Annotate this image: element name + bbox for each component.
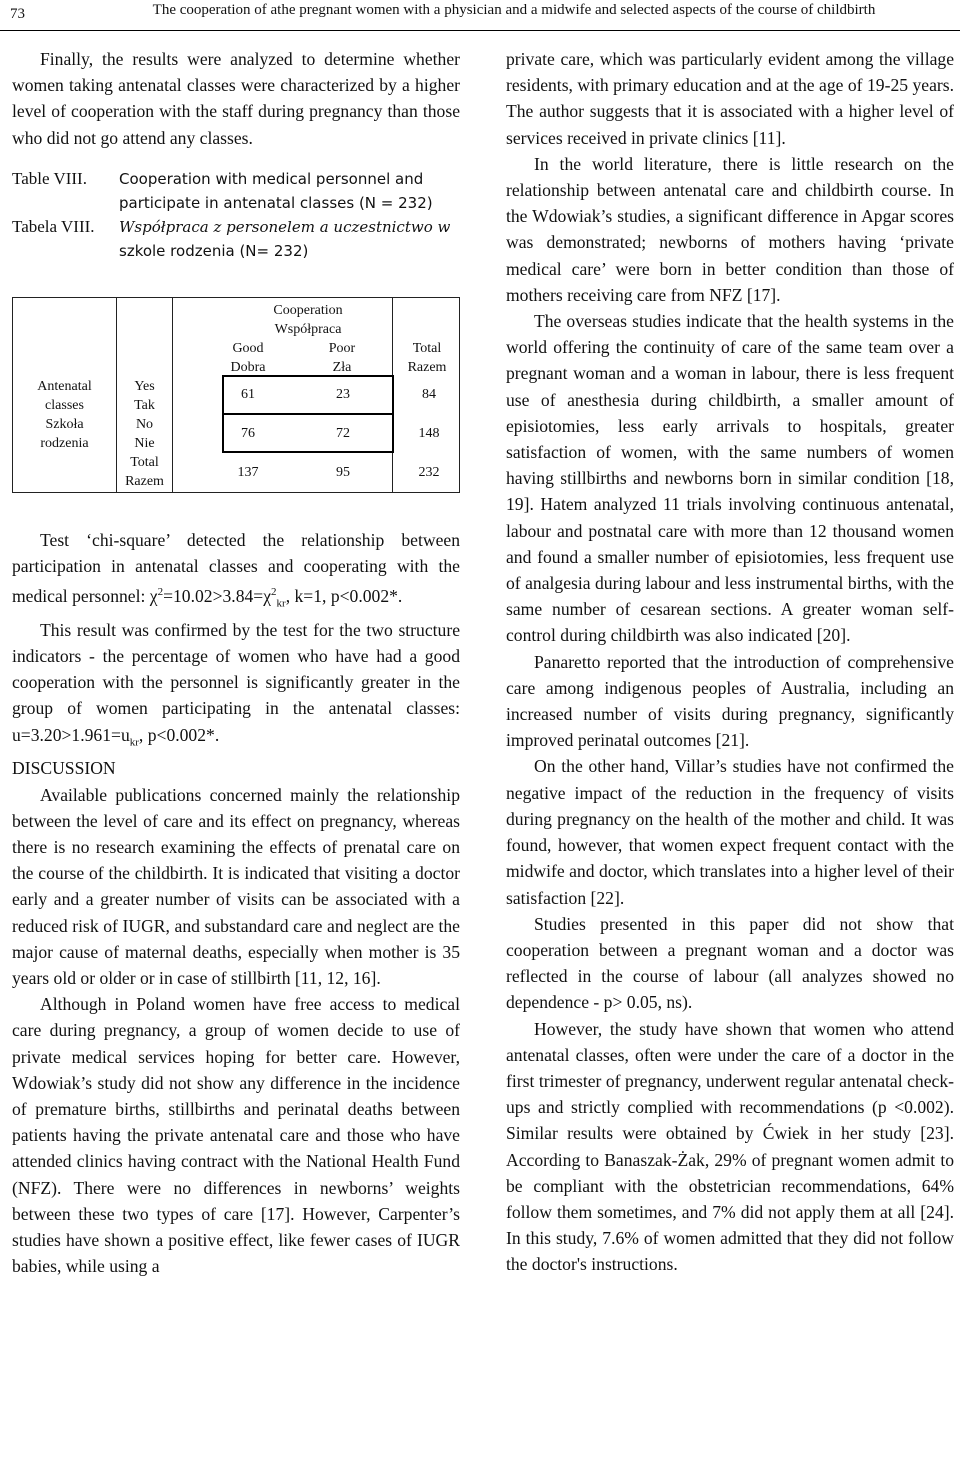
paragraph-u-test: [12, 617, 460, 756]
paragraph: private care, which was particularly evident among the village residents, with primary education and at the age of 19-25 years. The author suggests that it is associated with a higher level of services received in private clinics [11].: [506, 49, 954, 148]
row-header-en-1: Antenatal: [37, 378, 92, 394]
left-column: [12, 46, 460, 1279]
cell-yes-poor: 23: [336, 386, 350, 402]
paragraph: Finally, the results were analyzed to determine whether women taking antenatal classes were characterized by a higher level of cooperation with the staff during pregnancy than those who did not go attend any classes.: [12, 49, 460, 148]
caption-text-en: Cooperation with medical personnel and participate in antenatal classes (N = 232): [119, 169, 433, 212]
chi-text-d: , k=1, p<0.002*.: [285, 586, 403, 607]
running-title: The cooperation of athe pregnant women with a physician and a midwife and selected aspects of the course of childbirth: [152, 2, 876, 18]
chi-text-b: =10.02>3.84=χ: [163, 586, 272, 607]
cooperation-table: [12, 297, 460, 493]
row-header-en-2: classes: [45, 397, 84, 413]
row-header-pl-1: Szkoła: [45, 416, 84, 432]
paragraph-chi-square: [12, 527, 460, 617]
u-text-a: This result was confirmed by the test for the two structure indicators - the percentage of women who have had a good cooperation with the personnel is significantly greater in the group of women participating in the antenatal classes: u=3.20>1.961=u: [12, 619, 460, 745]
caption-label-en: Table VIII.: [12, 168, 87, 188]
page-number: 73: [10, 6, 25, 22]
caption-text-pl-italic: Współpraca z personelem a uczestnictwo w: [119, 217, 451, 236]
header-good-pl: Dobra: [230, 359, 266, 375]
cell-no-total: 148: [418, 425, 440, 441]
header-good-en: Good: [232, 340, 264, 356]
header-poor-pl: Zła: [332, 359, 352, 375]
paragraph: Studies presented in this paper did not show that cooperation between a pregnant woman and a doctor was reflected in the course of labour (all analyzes showed no dependence - p> 0.05, ns).: [506, 913, 954, 1013]
cell-yes-good: 61: [241, 386, 255, 402]
right-column: [506, 46, 954, 1278]
paragraph: Although in Poland women have free access to medical care during pregnancy, a group of women decide to use of private medical services hoping for better care. However, Wdowiak’s study did not show any difference in the incidence of premature births, stillbirths and perinatal deaths between patients having the private antenatal care and those who have attended clinics having contract with the National Health Fund (NFZ). There were no differences in newborns’ weights between these two types of care [17]. However, Carpenter’s studies have shown a positive effect, like fewer cases of IUGR babies, while using a: [12, 994, 460, 1277]
cell-total-total: 232: [418, 464, 440, 480]
paragraph: However, the study have shown that women who attend antenatal classes, often were under the care of a doctor in the first trimester of pregnancy, underwent regular antenatal check-ups and strictly complied with recommendations (p <0.002). Similar results were obtained by Ćwiek in her study [23]. According to Banaszak-Żak, 29% of pregnant women admit to be compliant with the obstetrician recommendations, 64% follow them sometimes, and 7% did not apply them at all [24]. In this study, 7.6% of women admitted that they did not follow the doctor's instructions.: [506, 1018, 954, 1275]
header-total-pl: Razem: [407, 359, 447, 375]
row-label-total-en: Total: [130, 454, 159, 470]
paragraph: Available publications concerned mainly the relationship between the level of care and its effect on pregnancy, whereas there is no research examining the effects of prenatal care on the course of the childbirth. It is indicated that visiting a doctor early and a greater number of visits can be associated with a reduced risk of IUGR, and substandard care and neglect are the major cause of maternal deaths, especially when mother is 35 years old or older or in case of stillbirth [11, 12, 16].: [12, 784, 460, 988]
caption-text-pl: szkole rodzenia (N= 232): [119, 241, 309, 260]
paragraph: In the world literature, there is little research on the relationship between antenatal care and childbirth course. In the Wdowiak’s studies, a significant difference in Apgar scores was demonstrated; newborns of mothers having ‘private medical care’ were born in better condition than those of mothers receiving care from NFZ [17].: [506, 153, 954, 305]
header-cooperation-en: Cooperation: [273, 302, 343, 318]
chi-sup-2: 2: [271, 586, 277, 599]
paragraph: On the other hand, Villar’s studies have not confirmed the negative impact of the reduction in the frequency of visits during pregnancy on the health of the mother and child. It was found, however, that women expect frequent contact with the midwife and doctor, which translates into a higher level of their satisfaction [22].: [506, 756, 954, 908]
paragraph: The overseas studies indicate that the health systems in the world offering the continuity of care of the same team over a pregnant woman and a woman in labour, there is less frequent use of anesthesia during childbirth, a smaller amount of episiotomies, less early arrivals to hospitals, greater satisfaction of women, with the same numbers of women having stillbirths and newborns born in similar condition [18, 19]. Hatem analyzed 11 trials involving continuous antenatal, labour and postnatal care with more than 12 thousand women and found a smaller number of episiotomies, less frequent use of analgesia during labour and less instrumental births, with the same number of cesarean sections. A greater woman self- control during childbirth was also indicated [20].: [506, 311, 954, 646]
chi-text-a: Test ‘chi-square’ detected the relationship between participation in antenatal classes and cooperating with the medical personnel: χ: [12, 529, 460, 607]
row-label-total-pl: Razem: [125, 473, 164, 489]
cell-no-good: 76: [241, 425, 255, 441]
chi-sub: kr: [276, 597, 286, 610]
running-header: [0, 0, 960, 31]
table-caption: [12, 167, 460, 263]
table-emphasis-divider: [222, 413, 394, 415]
paragraph: Panaretto reported that the introduction of comprehensive care among indigenous peoples of Australia, including an increased number of visits during pregnancy, significantly improved perinatal outcomes [21].: [506, 651, 954, 751]
cell-no-poor: 72: [336, 425, 350, 441]
caption-text-pl-wrap: [119, 215, 460, 263]
header-cooperation-pl: Współpraca: [274, 321, 342, 337]
u-sub: kr: [129, 736, 139, 749]
caption-label-pl: Tabela VIII.: [12, 216, 95, 236]
header-poor-en: Poor: [328, 340, 356, 356]
cell-total-poor: 95: [336, 464, 350, 480]
u-text-c: , p<0.002*.: [138, 724, 220, 745]
row-label-no-en: No: [135, 416, 154, 432]
cell-total-good: 137: [237, 464, 259, 480]
cell-yes-total: 84: [422, 386, 436, 402]
chi-sup-1: 2: [157, 586, 164, 599]
section-heading-discussion: DISCUSSION: [12, 758, 116, 779]
header-total-en: Total: [412, 340, 442, 356]
row-label-yes-en: Yes: [134, 378, 155, 394]
row-label-yes-pl: Tak: [134, 397, 155, 413]
row-label-no-pl: Nie: [134, 435, 155, 451]
row-header-pl-2: rodzenia: [40, 435, 89, 451]
